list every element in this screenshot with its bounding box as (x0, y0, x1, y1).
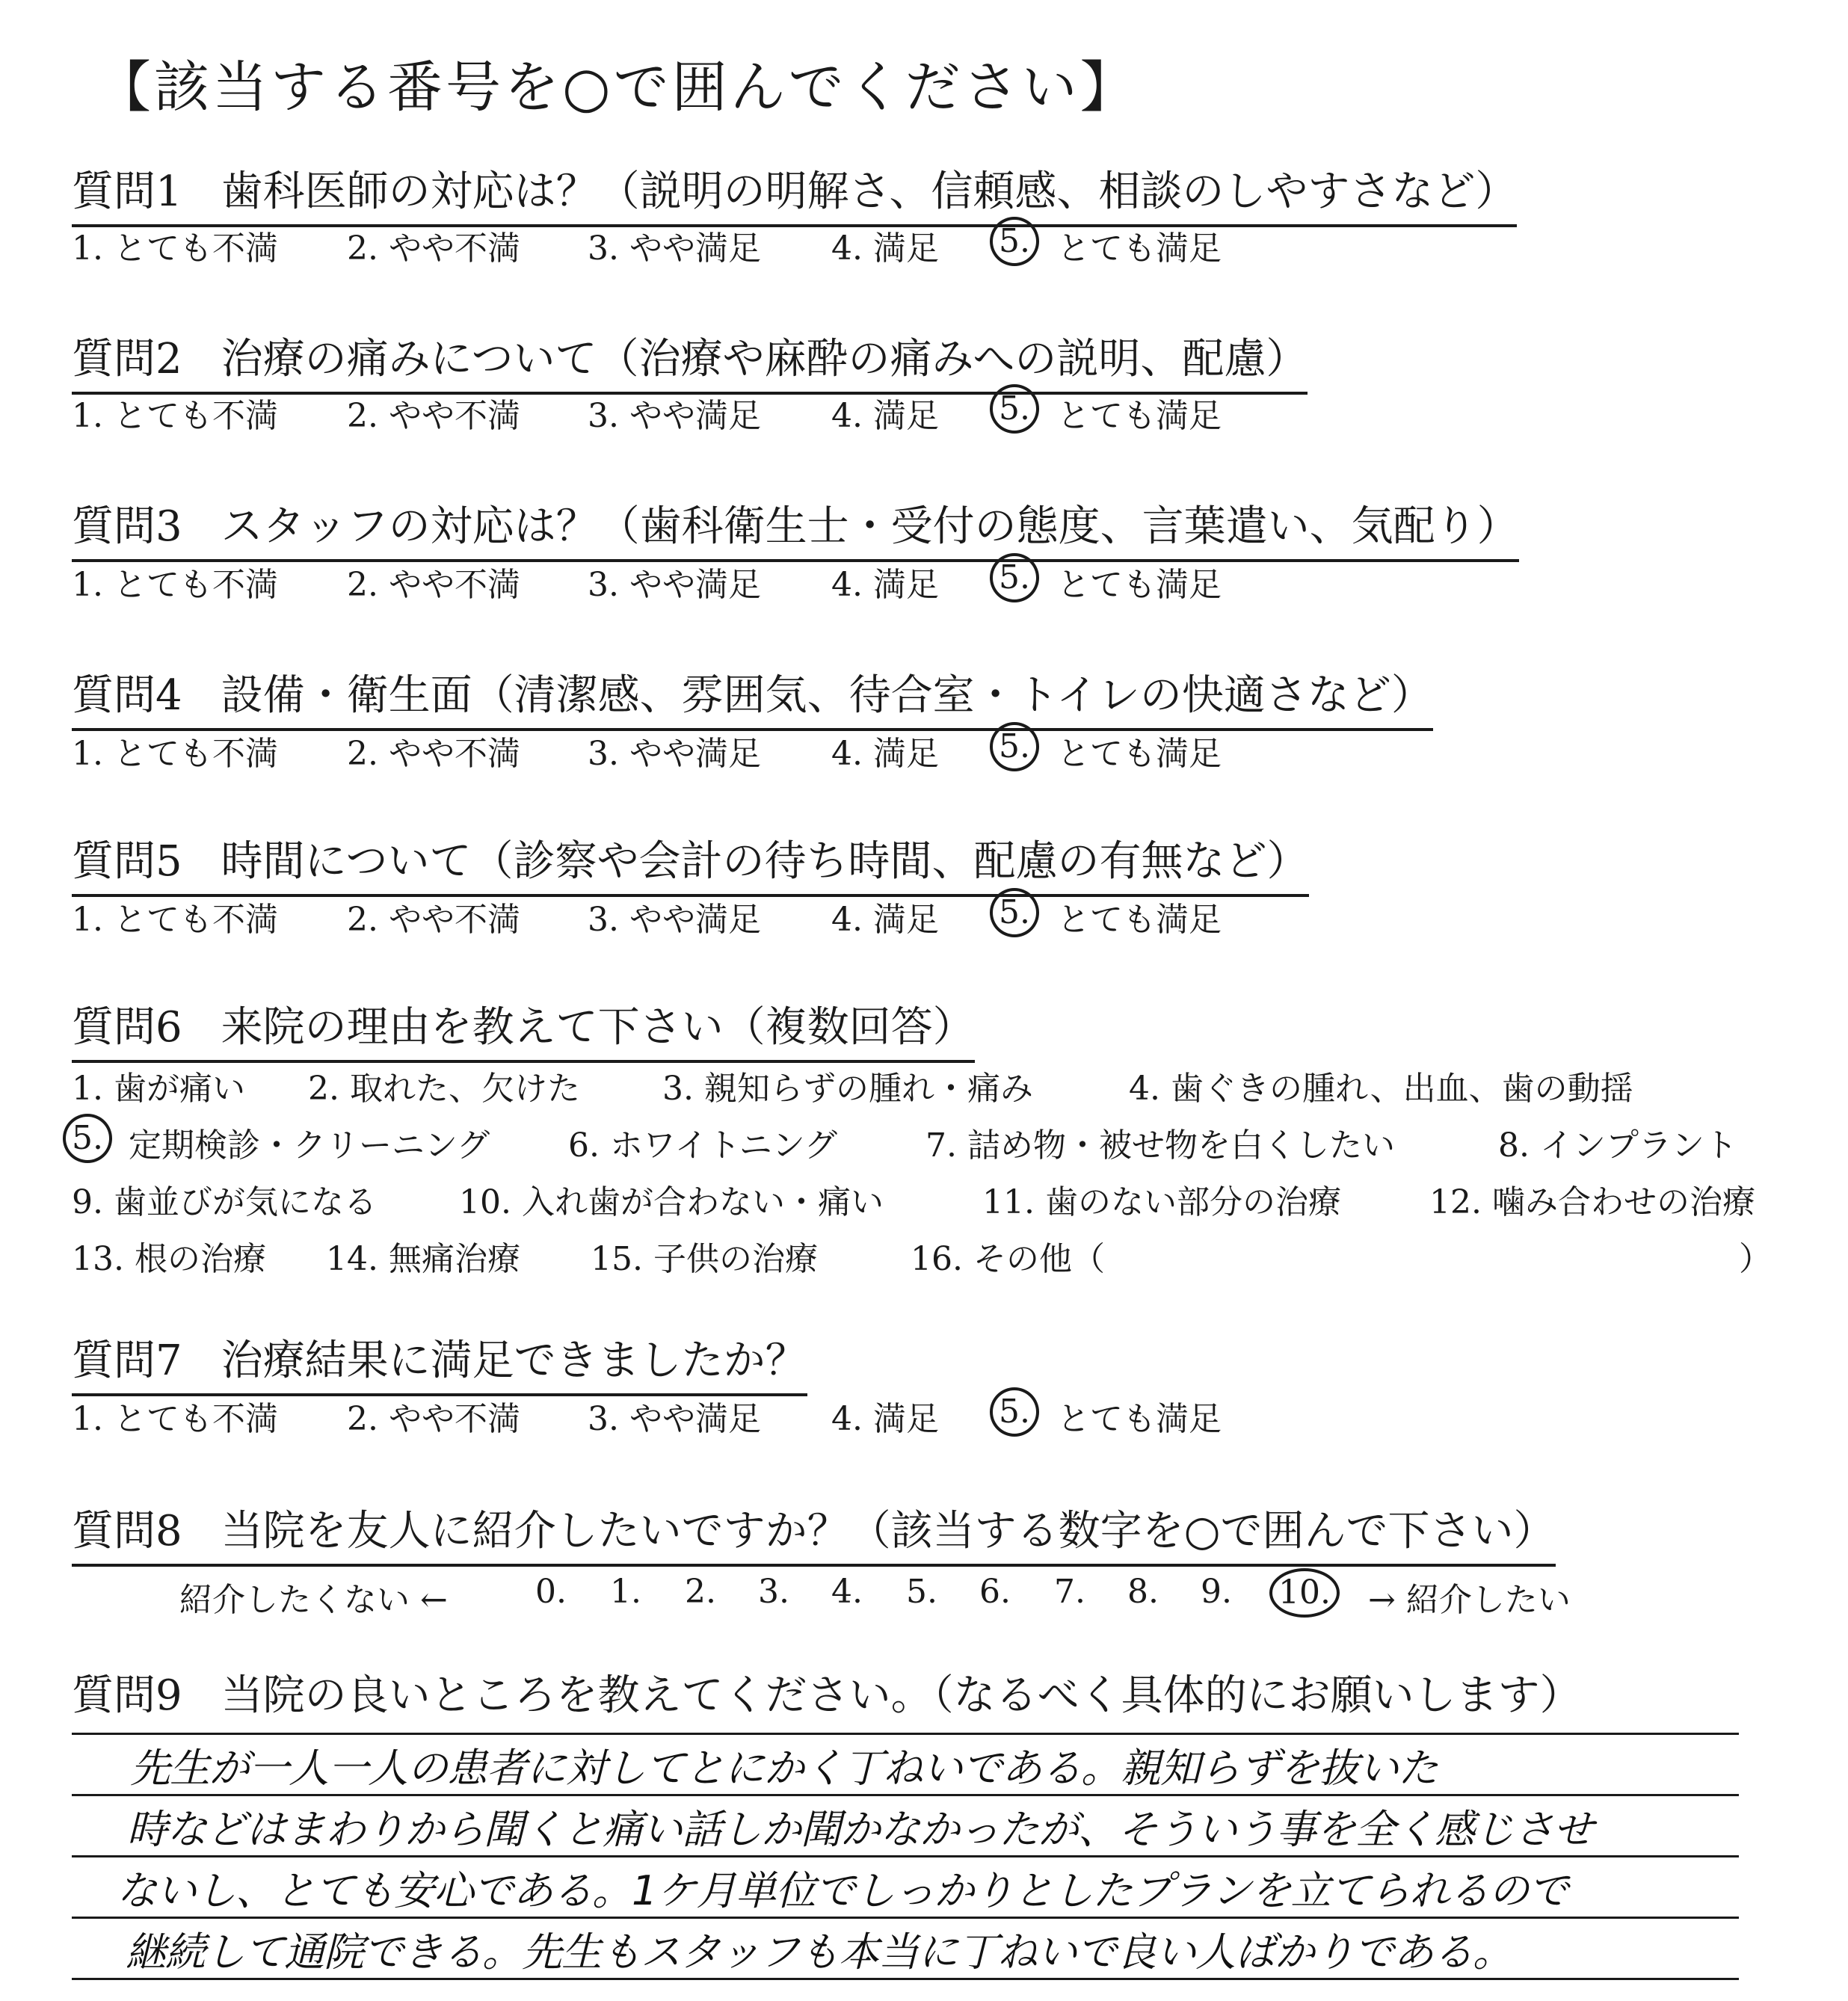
handwritten-text: 時などはまわりから聞くと痛い話しか聞かなかったが、そういう事を全く感じさせ (127, 1806, 1593, 1853)
option-5-circled[interactable]: 5. (999, 221, 1030, 262)
question-number: 質問7 (72, 1336, 182, 1385)
question-text: 治療の痛みについて（治療や麻酔の痛みへの説明、配慮） (221, 335, 1308, 383)
option-4[interactable]: 4. 満足 (831, 397, 939, 435)
handwritten-text: 先生が一人一人の患者に対してとにかく丁ねいである。親知らずを抜いた (130, 1745, 1438, 1792)
reason-6[interactable]: 6. ホワイトニング (568, 1126, 838, 1165)
answer-line-2 (72, 1794, 1739, 1855)
reason-10[interactable]: 10. 入れ歯が合わない・痛い (459, 1183, 884, 1221)
option-5-circled[interactable]: 5. (999, 892, 1030, 933)
option-4[interactable]: 4. 満足 (831, 901, 939, 939)
question-text: 当院を友人に紹介したいですか？（該当する数字を○で囲んで下さい） (221, 1507, 1556, 1556)
question-6-heading (72, 994, 975, 1063)
reason-15[interactable]: 15. 子供の治療 (591, 1240, 818, 1278)
option-3[interactable]: 3. やや満足 (588, 229, 761, 268)
scale-4[interactable]: 4. (831, 1573, 863, 1611)
scale-right-label: → 紹介したい (1368, 1581, 1571, 1619)
question-9-heading (72, 1662, 1582, 1728)
question-text: 設備・衛生面（清潔感、雰囲気、待合室・トイレの快適さなど） (221, 671, 1433, 720)
question-number: 質問6 (72, 1003, 182, 1052)
reason-11[interactable]: 11. 歯のない部分の治療 (982, 1183, 1341, 1221)
scale-8[interactable]: 8. (1127, 1573, 1159, 1611)
question-1-heading (72, 158, 1517, 227)
reason-13[interactable]: 13. 根の治療 (72, 1240, 266, 1278)
option-5-label: とても満足 (1057, 397, 1222, 435)
reason-9[interactable]: 9. 歯並びが気になる (72, 1183, 377, 1221)
option-1[interactable]: 1. とても不満 (72, 566, 278, 604)
reason-5-label: 定期検診・クリーニング (129, 1126, 490, 1165)
recommend-scale (179, 1573, 1675, 1621)
scale-1[interactable]: 1. (610, 1573, 641, 1611)
option-4[interactable]: 4. 満足 (831, 566, 939, 604)
question-text: 治療結果に満足できましたか？ (221, 1336, 807, 1385)
scale-left-label: 紹介したくない ← (179, 1581, 448, 1619)
option-3[interactable]: 3. やや満足 (588, 735, 761, 773)
question-3-heading (72, 493, 1519, 562)
reason-16[interactable]: 16. その他（ (911, 1240, 1105, 1278)
option-3[interactable]: 3. やや満足 (588, 901, 761, 939)
option-5-circled[interactable]: 5. (999, 558, 1030, 598)
handwritten-text: 継続して通院できる。先生もスタッフも本当に丁ねいで良い人ばかりである。 (126, 1928, 1512, 1976)
option-5-label: とても満足 (1057, 735, 1222, 773)
scale-5[interactable]: 5. (906, 1573, 937, 1611)
option-1[interactable]: 1. とても不満 (72, 229, 278, 268)
question-2-heading (72, 326, 1308, 395)
scale-0[interactable]: 0. (535, 1573, 567, 1611)
option-1[interactable]: 1. とても不満 (72, 1400, 278, 1438)
question-4-heading (72, 662, 1433, 731)
question-number: 質問3 (72, 502, 182, 551)
question-number: 質問4 (72, 671, 182, 720)
option-2[interactable]: 2. やや不満 (347, 901, 520, 939)
handwritten-text: ないし、とても安心である。1ケ月単位でしっかりとしたプランを立てられるので (117, 1867, 1568, 1914)
question-8-heading (72, 1498, 1556, 1567)
option-5-circled[interactable]: 5. (999, 727, 1030, 767)
reason-7[interactable]: 7. 詰め物・被せ物を白くしたい (925, 1126, 1395, 1165)
reason-2[interactable]: 2. 取れた、欠けた (308, 1070, 580, 1108)
option-3[interactable]: 3. やや満足 (588, 1400, 761, 1438)
scale-9[interactable]: 9. (1201, 1573, 1232, 1611)
option-2[interactable]: 2. やや不満 (347, 1400, 520, 1438)
reason-5-circled[interactable]: 5. (72, 1118, 103, 1159)
scale-3[interactable]: 3. (758, 1573, 789, 1611)
free-text-answer[interactable] (72, 1733, 1739, 1980)
option-1[interactable]: 1. とても不満 (72, 735, 278, 773)
answer-line-1 (72, 1733, 1739, 1794)
question-5-heading (72, 828, 1309, 897)
question-number: 質問8 (72, 1507, 182, 1556)
reason-4[interactable]: 4. 歯ぐきの腫れ、出血、歯の動揺 (1129, 1070, 1633, 1108)
option-2[interactable]: 2. やや不満 (347, 735, 520, 773)
reason-16-close-paren: ） (1739, 1240, 1772, 1278)
answer-line-3 (72, 1855, 1739, 1917)
option-4[interactable]: 4. 満足 (831, 229, 939, 268)
question-number: 質問1 (72, 167, 182, 216)
question-text: スタッフの対応は？（歯科衛生士・受付の態度、言葉遣い、気配り） (221, 502, 1519, 551)
option-4[interactable]: 4. 満足 (831, 1400, 939, 1438)
option-2[interactable]: 2. やや不満 (347, 397, 520, 435)
scale-7[interactable]: 7. (1054, 1573, 1085, 1611)
question-text: 時間について（診察や会計の待ち時間、配慮の有無など） (221, 837, 1309, 886)
option-5-circled[interactable]: 5. (999, 1392, 1030, 1432)
scale-10-circled[interactable]: 10. (1278, 1573, 1331, 1613)
option-3[interactable]: 3. やや満足 (588, 566, 761, 604)
question-number: 質問9 (72, 1671, 182, 1720)
option-5-label: とても満足 (1057, 1400, 1222, 1438)
option-5-label: とても満足 (1057, 566, 1222, 604)
option-5-label: とても満足 (1057, 229, 1222, 268)
option-3[interactable]: 3. やや満足 (588, 397, 761, 435)
scale-6[interactable]: 6. (979, 1573, 1011, 1611)
reason-1[interactable]: 1. 歯が痛い (72, 1070, 245, 1108)
scale-2[interactable]: 2. (685, 1573, 716, 1611)
option-4[interactable]: 4. 満足 (831, 735, 939, 773)
answer-line-4 (72, 1917, 1739, 1980)
option-5-circled[interactable]: 5. (999, 389, 1030, 429)
reason-12[interactable]: 12. 噛み合わせの治療 (1429, 1183, 1755, 1221)
question-text: 歯科医師の対応は？（説明の明解さ、信頼感、相談のしやすさなど） (221, 167, 1518, 216)
reason-8[interactable]: 8. インプラント (1498, 1126, 1737, 1165)
question-text: 来院の理由を教えて下さい（複数回答） (221, 1003, 975, 1052)
question-number: 質問2 (72, 335, 182, 383)
option-2[interactable]: 2. やや不満 (347, 566, 520, 604)
option-5-label: とても満足 (1057, 901, 1222, 939)
page-title: 【該当する番号を○で囲んでください】 (96, 55, 1139, 120)
option-1[interactable]: 1. とても不満 (72, 397, 278, 435)
reason-3[interactable]: 3. 親知らずの腫れ・痛み (662, 1070, 1033, 1108)
option-1[interactable]: 1. とても不満 (72, 901, 278, 939)
reason-14[interactable]: 14. 無痛治療 (326, 1240, 520, 1278)
question-7-heading (72, 1328, 807, 1396)
option-2[interactable]: 2. やや不満 (347, 229, 520, 268)
question-number: 質問5 (72, 837, 182, 886)
question-text: 当院の良いところを教えてください。（なるべく具体的にお願いします） (221, 1671, 1582, 1720)
